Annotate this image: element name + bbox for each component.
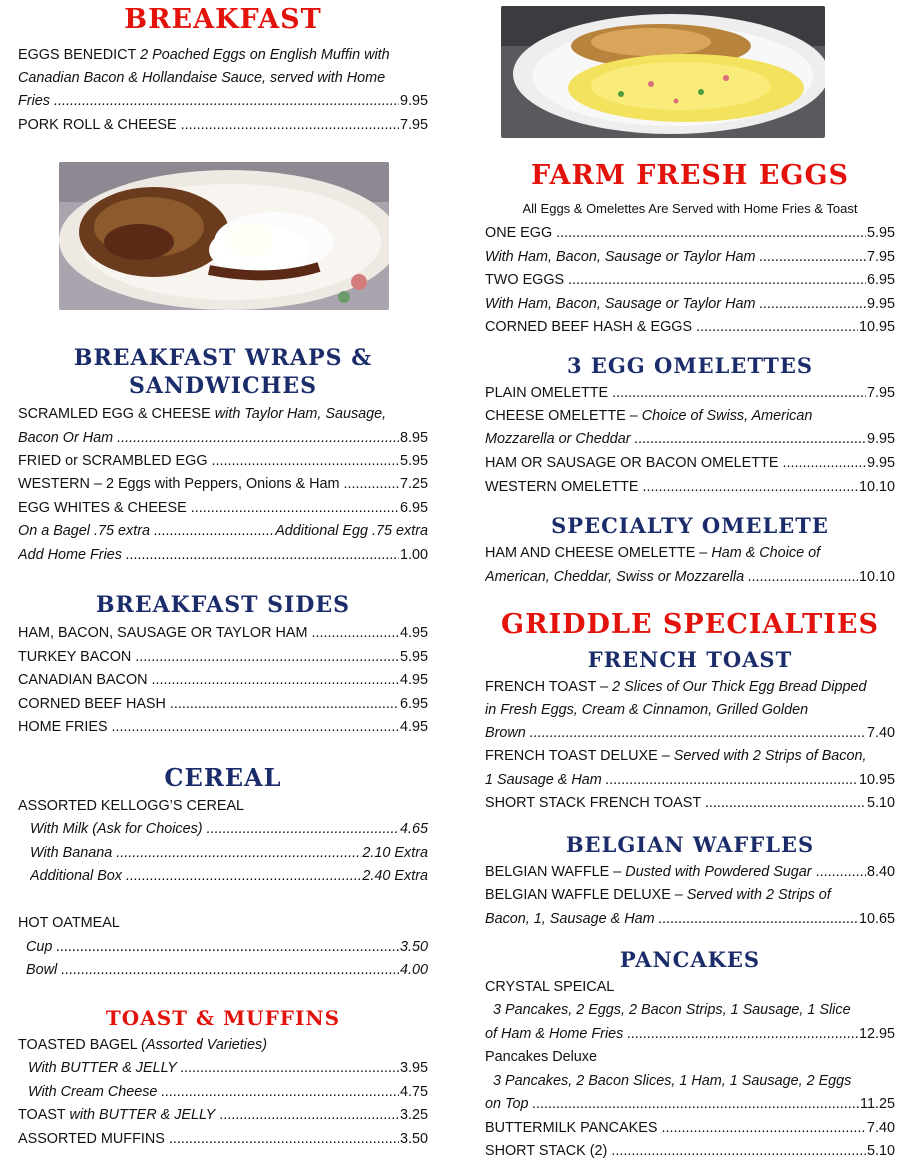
egg-whites-line [18,497,428,521]
pancakes-deluxe-price: 11.25 [860,1096,895,1112]
scrambled-name: SCRAMLED EGG & CHEESE [18,406,211,422]
french-toast-deluxe-price-line [485,769,895,793]
belgian-waffle-deluxe-price: 10.65 [858,911,895,927]
pancakes-deluxe-desc: 3 Pancakes, 2 Bacon Slices, 1 Ham, 1 Sausage, 2 Eggs [493,1073,852,1089]
western-wrap-name: WESTERN – 2 Eggs with Peppers, Onions & Ham ..... [18,473,399,497]
bagel-extra-left: On a Bagel .75 extra ..... [18,520,274,544]
eggs-benedict-name: EGGS BENEDICT [18,47,137,63]
ham-omelette-line [485,452,895,476]
side-item-line [18,716,428,740]
add-home-fries-name: Add Home Fries ..... [18,544,399,568]
muffins-line [18,1128,428,1152]
ham-omelette-name: HAM OR SAUSAGE OR BACON OMELETTE ..... [485,452,866,476]
ham-cheese-omelette-desc2: American, Cheddar, Swiss or Mozzarella ..... [485,566,858,590]
sides-heading: BREAKFAST SIDES [95,592,351,618]
hot-oatmeal: HOT OATMEAL [18,915,120,931]
additional-box-line [30,865,428,889]
side-item-price: 4.95 [399,672,428,688]
cheese-omelette-desc2: Mozzarella or Cheddar ..... [485,428,866,452]
scrambled-desc: with Taylor Ham, Sausage, [214,406,387,422]
oatmeal-bowl-price: 4.00 [399,962,428,978]
pork-roll-name: PORK ROLL & CHEESE ..... [18,114,399,138]
add-home-fries-line [18,544,428,568]
farm-note: All Eggs & Omelettes Are Served with Home Fries & Toast [522,201,858,216]
oatmeal-cup-name: Cup ..... [26,936,399,960]
side-item-line [18,622,428,646]
eggs-benedict-price: 9.95 [399,93,428,109]
belgian-waffle-deluxe-name: BELGIAN WAFFLE DELUXE – [485,887,683,903]
with-milk-line [30,818,428,842]
right-column [485,0,895,1166]
french-toast-heading: FRENCH TOAST [587,647,793,672]
short-stack-pancakes-name: SHORT STACK (2) ..... [485,1140,866,1164]
muffins-name: ASSORTED MUFFINS ..... [18,1128,399,1152]
toast-line [18,1104,428,1128]
belgian-waffle-name: BELGIAN WAFFLE – [485,864,622,880]
pancakes-deluxe-desc2: on Top ..... [485,1093,859,1117]
farm-egg-item-line [485,316,895,340]
fried-line [18,450,428,474]
belgian-waffles-heading: BELGIAN WAFFLES [565,832,815,857]
ham-omelette-price: 9.95 [866,455,895,471]
western-omelette-name: WESTERN OMELETTE ..... [485,476,858,500]
farm-egg-item-name: CORNED BEEF HASH & EGGS ..... [485,316,858,340]
western-wrap-line [18,473,428,497]
cereal-heading: CEREAL [164,763,282,792]
farm-egg-item-price: 5.95 [866,225,895,241]
buttermilk-line [485,1117,895,1141]
side-item-name: HOME FRIES ..... [18,716,399,740]
with-milk-name: With Milk (Ask for Choices) ..... [30,818,399,842]
additional-box-name: Additional Box ..... [30,865,361,889]
omelette-photo [501,6,825,138]
french-toast-desc3: Brown ..... [485,722,866,746]
ham-cheese-omelette-name: HAM AND CHEESE OMELETTE – [485,545,708,561]
butter-jelly-line [28,1057,428,1081]
omelettes-heading: 3 EGG OMELETTES [566,353,814,378]
belgian-waffle-deluxe-desc2: Bacon, 1, Sausage & Ham ..... [485,908,858,932]
farm-egg-item-line [485,246,895,270]
fried-name: FRIED or SCRAMBLED EGG ..... [18,450,399,474]
farm-egg-item-price: 10.95 [858,319,895,335]
cheese-omelette-price: 9.95 [866,431,895,447]
scrambled-desc2: Bacon Or Ham ..... [18,427,399,451]
crystal-special-desc: 3 Pancakes, 2 Eggs, 2 Bacon Strips, 1 Sausage, 1 Slice [493,1002,851,1018]
add-home-fries-price: 1.00 [399,547,428,563]
french-toast-price-line [485,722,895,746]
short-stack-ft-price: 5.10 [866,795,895,811]
with-banana-name: With Banana ..... [30,842,361,866]
with-banana-line [30,842,428,866]
belgian-waffle-price: 8.40 [866,864,895,880]
pancakes-heading: PANCAKES [619,947,761,972]
side-item-name: HAM, BACON, SAUSAGE OR TAYLOR HAM ..... [18,622,399,646]
eggs-benedict-desc: 2 Poached Eggs on English Muffin with [140,47,390,63]
wraps-heading [18,344,428,400]
pork-roll-line [18,114,428,138]
corned-beef-hash-image [59,162,389,310]
scrambled-line1 [18,403,386,427]
oatmeal-cup-line [26,936,428,960]
french-toast-deluxe-desc2: 1 Sausage & Ham ..... [485,769,858,793]
side-item-line [18,669,428,693]
farm-egg-item-line [485,269,895,293]
short-stack-pancakes-price: 5.10 [866,1143,895,1159]
short-stack-ft-name: SHORT STACK FRENCH TOAST ..... [485,792,866,816]
ham-cheese-omelette-line1 [485,542,820,566]
ham-cheese-omelette-desc: Ham & Choice of [711,545,821,561]
eggs-benedict-line1 [18,44,390,68]
toast-name: TOAST [18,1107,66,1123]
western-omelette-line [485,476,895,500]
farm-egg-item-line [485,293,895,317]
french-toast-deluxe-line1 [485,745,867,769]
kelloggs-cereal: ASSORTED KELLOGG’S CEREAL [18,798,245,814]
farm-egg-item-line [485,222,895,246]
breakfast-heading: BREAKFAST [124,4,322,35]
buttermilk-name: BUTTERMILK PANCAKES ..... [485,1117,866,1141]
side-item-name: TURKEY BACON ..... [18,646,399,670]
plain-omelette-price: 7.95 [866,385,895,401]
french-toast-desc2: in Fresh Eggs, Cream & Cinnamon, Grilled Golden [485,702,809,718]
with-banana-price: 2.10 Extra [362,845,428,861]
side-item-price: 6.95 [399,695,428,712]
french-toast-deluxe-desc: Served with 2 Strips of Bacon, [673,748,867,764]
toast-heading: TOAST & MUFFINS [105,1006,341,1030]
short-stack-pancakes-line [485,1140,895,1164]
oatmeal-cup-price: 3.50 [399,939,428,955]
pancakes-deluxe-price-line [485,1093,895,1117]
butter-jelly-name: With BUTTER & JELLY ..... [28,1057,399,1081]
eggs-benedict-price-line [18,90,428,114]
french-toast-desc: 2 Slices of Our Thick Egg Bread Dipped [612,679,867,695]
crystal-special-name: CRYSTAL SPEICAL [485,979,615,995]
toast-price: 3.25 [399,1107,428,1123]
side-item-price: 5.95 [399,648,428,665]
toast-desc: with BUTTER & JELLY [69,1107,216,1123]
cream-cheese-name: With Cream Cheese ..... [28,1081,399,1105]
cream-cheese-price: 4.75 [399,1084,428,1100]
wraps-heading-line2: SANDWICHES [128,373,318,399]
cheese-omelette-price-line [485,428,895,452]
farm-egg-item-name: With Ham, Bacon, Sausage or Taylor Ham ..... [485,293,866,317]
scrambled-price: 8.95 [399,430,428,446]
farm-egg-item-name: With Ham, Bacon, Sausage or Taylor Ham ..... [485,246,866,270]
cheese-omelette-line1 [485,405,812,429]
scrambled-price-line [18,427,428,451]
oatmeal-bowl-line [26,959,428,983]
farm-egg-item-name: ONE EGG ..... [485,222,866,246]
french-toast-deluxe-price: 10.95 [858,772,895,788]
plain-omelette-line [485,382,895,406]
farm-egg-item-price: 9.95 [866,295,895,312]
french-toast-price: 7.40 [866,725,895,741]
side-item-name: CORNED BEEF HASH ..... [18,693,399,717]
plain-omelette-name: PLAIN OMELETTE ..... [485,382,866,406]
griddle-heading: GRIDDLE SPECIALTIES [501,609,879,640]
short-stack-ft-line [485,792,895,816]
french-toast-deluxe-name: FRENCH TOAST DELUXE – [485,748,670,764]
pork-roll-price: 7.95 [399,117,428,133]
buttermilk-price: 7.40 [866,1120,895,1136]
additional-egg-extra: Additional Egg .75 extra [275,523,428,539]
cheese-omelette-desc: Choice of Swiss, American [641,408,813,424]
belgian-waffle-deluxe-price-line [485,908,895,932]
pancakes-deluxe-name: Pancakes Deluxe [485,1049,597,1065]
fried-price: 5.95 [399,453,428,469]
specialty-omelete-heading: SPECIALTY OMELETE [551,513,829,538]
crystal-special-price-line [485,1023,895,1047]
western-omelette-price: 10.10 [858,479,895,495]
egg-whites-price: 6.95 [399,500,428,516]
bagel-extra-line [18,520,428,544]
toasted-bagel-name: TOASTED BAGEL [18,1037,138,1053]
side-item-line [18,646,428,670]
toasted-bagel-line [18,1034,267,1058]
belgian-waffle-line [485,861,895,885]
side-item-line [18,693,428,717]
ham-cheese-omelette-price: 10.10 [858,569,895,585]
eggs-benedict-desc3: Fries ..... [18,90,399,114]
butter-jelly-price: 3.95 [399,1060,428,1076]
farm-egg-item-name: TWO EGGS ..... [485,269,866,293]
cream-cheese-line [28,1081,428,1105]
additional-box-price: 2.40 Extra [362,868,428,884]
farm-egg-item-price: 6.95 [866,272,895,288]
corned-beef-hash-photo [59,162,389,310]
omelette-image [501,6,825,138]
egg-whites-name: EGG WHITES & CHEESE ..... [18,497,399,521]
wraps-heading-line1: BREAKFAST WRAPS & [73,345,373,371]
crystal-special-desc2: of Ham & Home Fries ..... [485,1023,858,1047]
side-item-name: CANADIAN BACON ..... [18,669,399,693]
toasted-bagel-desc: (Assorted Varieties) [141,1037,267,1053]
western-wrap-price: 7.25 [399,476,428,492]
farm-fresh-eggs-heading: FARM FRESH EGGS [530,160,850,191]
belgian-waffle-desc: Dusted with Powdered Sugar [625,864,812,880]
side-item-price: 4.95 [399,719,428,735]
belgian-waffle-deluxe-line1 [485,884,831,908]
farm-egg-item-price: 7.95 [866,248,895,265]
crystal-special-price: 12.95 [858,1026,895,1042]
french-toast-line1 [485,676,867,700]
left-column [18,0,428,1166]
cheese-omelette-name: CHEESE OMELETTE – [485,408,638,424]
with-milk-price: 4.65 [399,821,428,837]
ham-cheese-omelette-price-line [485,566,895,590]
side-item-price: 4.95 [399,625,428,641]
muffins-price: 3.50 [399,1131,428,1147]
eggs-benedict-desc2: Canadian Bacon & Hollandaise Sauce, served with Home [18,70,386,86]
belgian-waffle-deluxe-desc: Served with 2 Strips of [686,887,831,903]
french-toast-name: FRENCH TOAST – [485,679,609,695]
oatmeal-bowl-name: Bowl ..... [26,959,399,983]
